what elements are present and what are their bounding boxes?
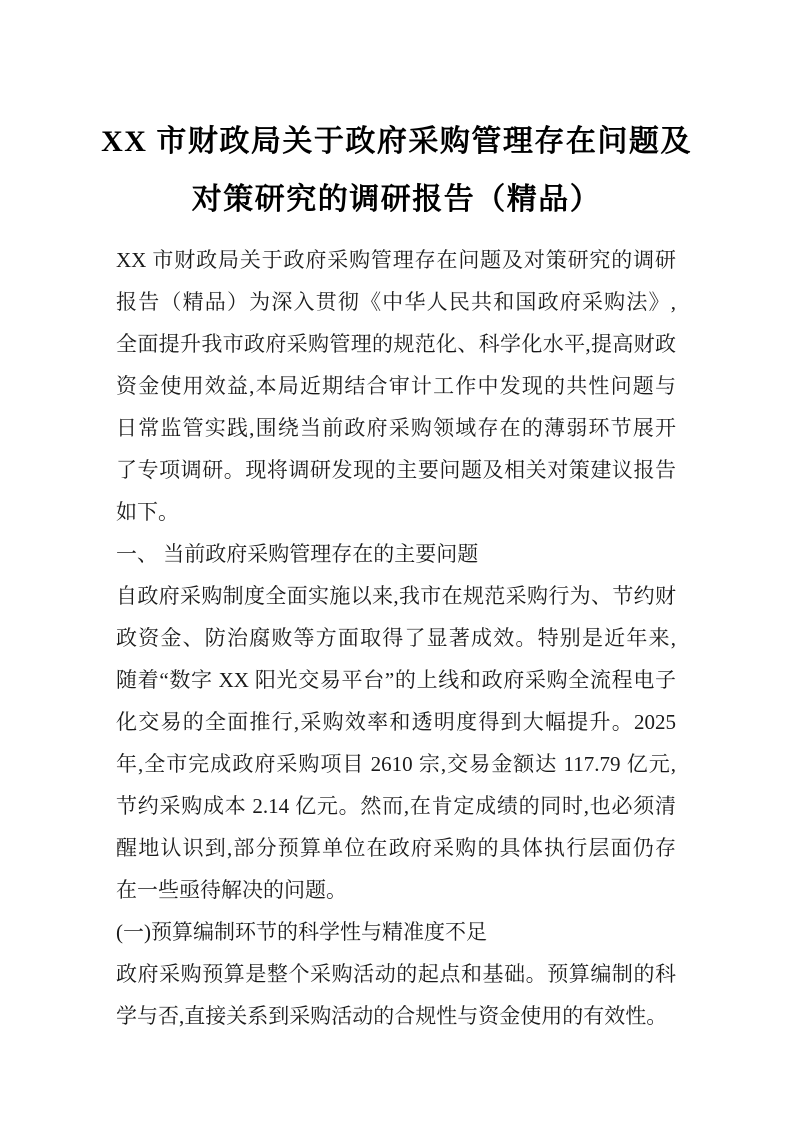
document-body	[116, 239, 676, 1037]
body-line: 资金使用效益,本局近期结合审计工作中发现的共性问题与	[116, 374, 676, 398]
body-line: 日常监管实践,围绕当前政府采购领域存在的薄弱环节展开	[116, 416, 676, 440]
body-line: 醒地认识到,部分预算单位在政府采购的具体执行层面仍存	[116, 836, 676, 860]
body-line: 如下。	[116, 500, 179, 524]
body-line: 自政府采购制度全面实施以来,我市在规范采购行为、节约财	[116, 584, 676, 608]
subsection-heading-line: (一)预算编制环节的科学性与精准度不足	[116, 920, 487, 944]
body-line: 随着“数字 XX 阳光交易平台”的上线和政府采购全流程电子	[116, 668, 676, 692]
body-line: 年,全市完成政府采购项目 2610 宗,交易金额达 117.79 亿元,	[116, 752, 676, 776]
body-line: 在一些亟待解决的问题。	[116, 878, 347, 902]
body-line: 化交易的全面推行,采购效率和透明度得到大幅提升。2025	[116, 710, 676, 734]
body-line: 全面提升我市政府采购管理的规范化、科学化水平,提高财政	[116, 332, 676, 356]
body-line: 政府采购预算是整个采购活动的起点和基础。预算编制的科	[116, 962, 676, 986]
body-line: XX 市财政局关于政府采购管理存在问题及对策研究的调研	[116, 248, 676, 272]
document-title-line-1: XX 市财政局关于政府采购管理存在问题及	[101, 125, 692, 158]
document-title	[0, 113, 793, 229]
section-heading-line: 一、 当前政府采购管理存在的主要问题	[116, 542, 479, 566]
body-line: 学与否,直接关系到采购活动的合规性与资金使用的有效性。	[116, 1004, 668, 1028]
body-line: 报告（精品）为深入贯彻《中华人民共和国政府采购法》,	[116, 290, 676, 314]
body-line: 了专项调研。现将调研发现的主要问题及相关对策建议报告	[116, 458, 676, 482]
document-title-line-2: 对策研究的调研报告（精品）	[191, 183, 602, 216]
body-line: 节约采购成本 2.14 亿元。然而,在肯定成绩的同时,也必须清	[116, 794, 676, 818]
body-line: 政资金、防治腐败等方面取得了显著成效。特别是近年来,	[116, 626, 676, 650]
